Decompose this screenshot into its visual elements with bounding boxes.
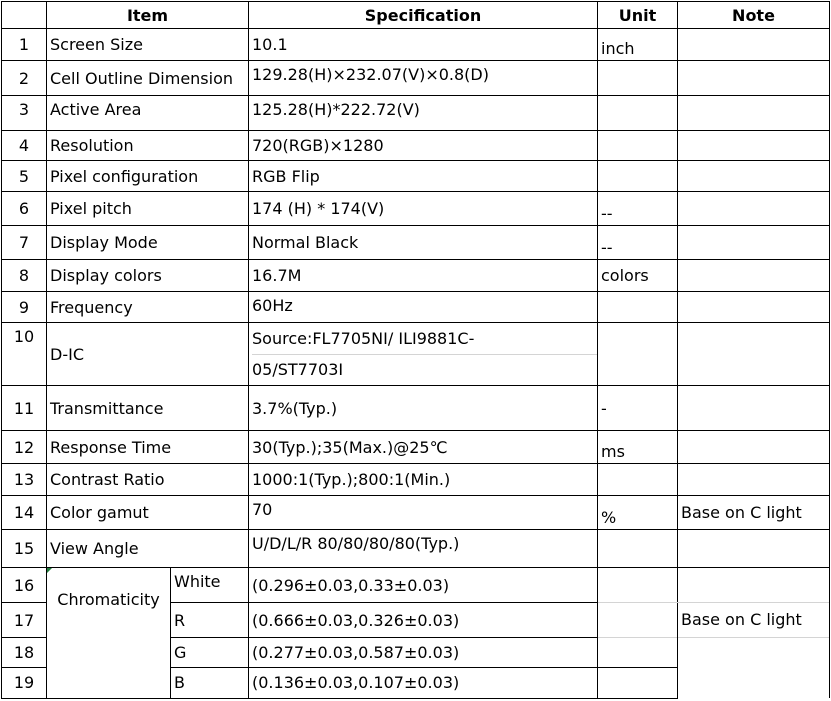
row-note — [678, 323, 830, 386]
row-item: Color gamut — [47, 496, 249, 530]
note-bottom-blank — [678, 638, 829, 698]
row-note — [678, 226, 830, 260]
row-unit — [598, 638, 678, 668]
row-unit: inch — [598, 29, 678, 61]
dic-spec-line-2: 05/ST7703I — [252, 359, 344, 379]
row-spec: 16.7M — [249, 260, 598, 292]
row-item: Pixel pitch — [47, 192, 249, 226]
row-spec: 3.7%(Typ.) — [249, 386, 598, 431]
table-row — [2, 61, 830, 96]
row-unit — [598, 568, 678, 603]
row-unit: -- — [598, 192, 678, 226]
row-number: 14 — [2, 496, 47, 530]
row-number: 15 — [2, 530, 47, 568]
row-item: View Angle — [47, 530, 249, 568]
row-item: Display colors — [47, 260, 249, 292]
row-unit — [598, 464, 678, 496]
row-note: Base on C light — [678, 496, 830, 530]
row-spec: Normal Black — [249, 226, 598, 260]
chromaticity-note-cell — [678, 568, 830, 699]
row-number: 7 — [2, 226, 47, 260]
row-item: Active Area — [47, 96, 249, 131]
row-unit — [598, 61, 678, 96]
header-item: Item — [47, 2, 249, 29]
row-spec: 70 — [249, 496, 598, 530]
specification-table — [1, 1, 830, 699]
row-note — [678, 161, 830, 192]
row-note — [678, 386, 830, 431]
row-item: Frequency — [47, 292, 249, 323]
row-item: Transmittance — [47, 386, 249, 431]
row-item: Resolution — [47, 131, 249, 161]
row-unit: ms — [598, 431, 678, 464]
row-spec: U/D/L/R 80/80/80/80(Typ.) — [249, 530, 598, 568]
row-note — [678, 464, 830, 496]
row-note — [678, 96, 830, 131]
header-no — [2, 2, 47, 29]
row-spec: (0.666±0.03,0.326±0.03) — [249, 603, 598, 638]
row-unit: - — [598, 386, 678, 431]
row-number: 1 — [2, 29, 47, 61]
row-number: 5 — [2, 161, 47, 192]
row-item: Contrast Ratio — [47, 464, 249, 496]
row-spec: 1000:1(Typ.);800:1(Min.) — [249, 464, 598, 496]
row-spec: (0.136±0.03,0.107±0.03) — [249, 668, 598, 698]
cell-corner-marker — [47, 568, 52, 573]
row-number: 3 — [2, 96, 47, 131]
table-row — [2, 431, 830, 464]
table-row — [2, 226, 830, 260]
row-item: Cell Outline Dimension — [47, 61, 249, 96]
row-note — [678, 61, 830, 96]
row-note — [678, 292, 830, 323]
row-item: Screen Size — [47, 29, 249, 61]
row-spec: 720(RGB)×1280 — [249, 131, 598, 161]
chromaticity-note: Base on C light — [678, 603, 829, 638]
row-note — [678, 131, 830, 161]
row-item: D-IC — [47, 323, 249, 386]
table-row — [2, 161, 830, 192]
table-row — [2, 386, 830, 431]
row-number: 12 — [2, 431, 47, 464]
row-note — [678, 530, 830, 568]
row-unit — [598, 668, 678, 698]
row-spec: 30(Typ.);35(Max.)@25℃ — [249, 431, 598, 464]
row-number: 18 — [2, 638, 47, 668]
table-row — [2, 29, 830, 61]
row-unit — [598, 292, 678, 323]
row-number: 13 — [2, 464, 47, 496]
row-spec: 60Hz — [249, 292, 598, 323]
chromaticity-sub: White — [171, 568, 249, 603]
row-spec: 10.1 — [249, 29, 598, 61]
row-spec: 125.28(H)*222.72(V) — [249, 96, 598, 131]
table-row — [2, 464, 830, 496]
header-unit: Unit — [598, 2, 678, 29]
row-item: Display Mode — [47, 226, 249, 260]
table-row — [2, 496, 830, 530]
row-spec: 174 (H) * 174(V) — [249, 192, 598, 226]
row-unit — [598, 323, 678, 386]
row-note — [678, 431, 830, 464]
row-unit: colors — [598, 260, 678, 292]
row-number: 2 — [2, 61, 47, 96]
row-spec — [249, 323, 598, 386]
chromaticity-sub: B — [171, 668, 249, 698]
chromaticity-sub: R — [171, 603, 249, 638]
table-row — [2, 260, 830, 292]
row-spec: (0.277±0.03,0.587±0.03) — [249, 638, 598, 668]
row-number: 11 — [2, 386, 47, 431]
row-unit — [598, 530, 678, 568]
row-number: 16 — [2, 568, 47, 603]
dic-spec-line-1: Source:FL7705NI/ ILI9881C- — [252, 324, 598, 355]
row-number: 10 — [2, 323, 47, 386]
table-row — [2, 530, 830, 568]
row-unit: -- — [598, 226, 678, 260]
row-number: 17 — [2, 603, 47, 638]
row-item: Pixel configuration — [47, 161, 249, 192]
note-top-blank — [678, 568, 829, 603]
chromaticity-label-text: Chromaticity — [57, 590, 160, 609]
chromaticity-label — [47, 568, 171, 699]
chromaticity-sub: G — [171, 638, 249, 668]
row-unit — [598, 161, 678, 192]
table-row — [2, 192, 830, 226]
header-row — [2, 2, 830, 29]
header-specification: Specification — [249, 2, 598, 29]
row-unit — [598, 96, 678, 131]
table-row — [2, 292, 830, 323]
row-number: 6 — [2, 192, 47, 226]
table-row — [2, 96, 830, 131]
table-row — [2, 131, 830, 161]
row-note — [678, 192, 830, 226]
row-unit: % — [598, 496, 678, 530]
row-spec: RGB Flip — [249, 161, 598, 192]
row-note — [678, 260, 830, 292]
row-number: 8 — [2, 260, 47, 292]
row-spec: (0.296±0.03,0.33±0.03) — [249, 568, 598, 603]
header-note: Note — [678, 2, 830, 29]
table-row — [2, 323, 830, 386]
row-item: Response Time — [47, 431, 249, 464]
row-number: 4 — [2, 131, 47, 161]
row-unit — [598, 131, 678, 161]
row-note — [678, 29, 830, 61]
row-unit — [598, 603, 678, 638]
row-number: 19 — [2, 668, 47, 698]
row-number: 9 — [2, 292, 47, 323]
table-row — [2, 568, 830, 603]
row-spec: 129.28(H)×232.07(V)×0.8(D) — [249, 61, 598, 96]
